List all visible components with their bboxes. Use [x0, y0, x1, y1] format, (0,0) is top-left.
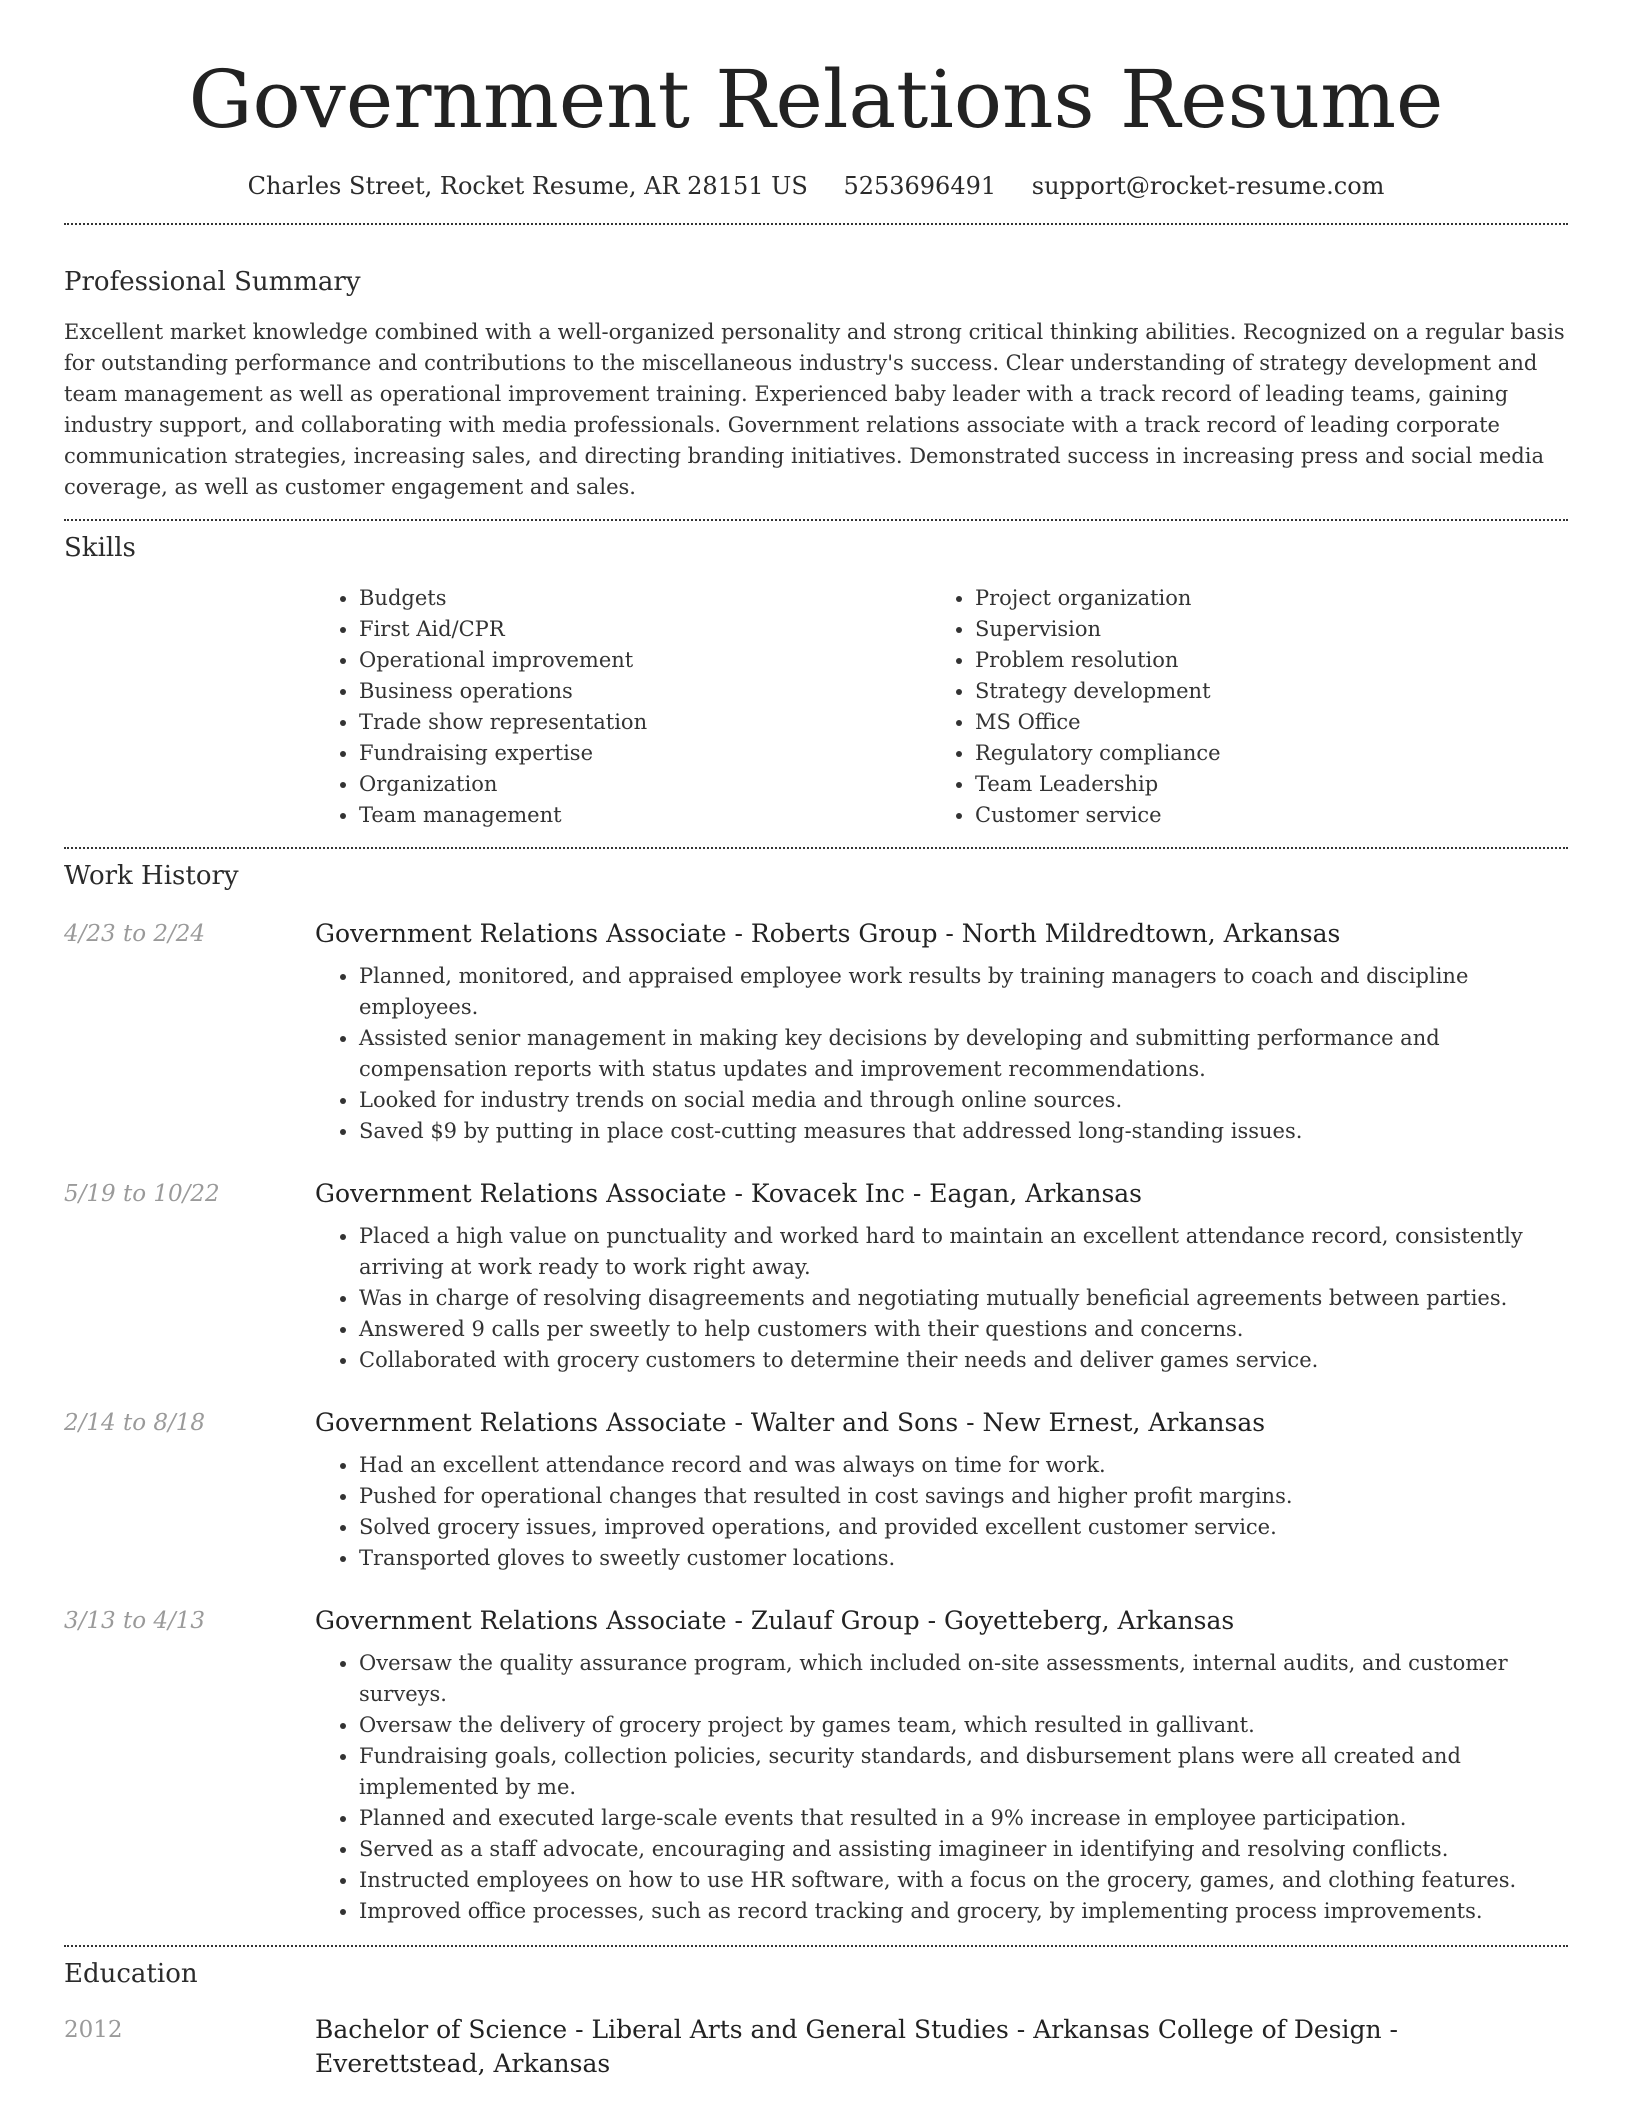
skill-item: • Budgets: [359, 583, 931, 614]
skill-item: • Operational improvement: [359, 645, 931, 676]
skill-item: • Strategy development: [975, 676, 1547, 707]
job-bullet: • Solved grocery issues, improved operations, and provided excellent customer service.: [359, 1512, 1568, 1543]
contact-address: Charles Street, Rocket Resume, AR 28151 US: [247, 172, 808, 200]
skills-section: [64, 531, 1568, 831]
skill-item: • MS Office: [975, 707, 1547, 738]
divider: [64, 1945, 1568, 1947]
job-dates: 3/13 to 4/13: [64, 1608, 206, 1634]
section-title-summary: Professional Summary: [64, 267, 361, 297]
job-heading: Government Relations Associate - Walter and Sons - New Ernest, Arkansas: [315, 1408, 1266, 1437]
contact-email: support@rocket-resume.com: [1031, 172, 1385, 200]
summary-text: Excellent market knowledge combined with a well-organized personality and strong critical thinking abilities. Recognized on a regular basis for outstanding performance and contributions to the miscellaneous industry's success. Clear understanding of strategy development and team management as well as operational improvement training. Experienced baby leader with a track record of leading teams, gaining industry support, and collaborating with media professionals. Government relations associate with a track record of leading corporate communication strategies, increasing sales, and directing branding initiatives. Demonstrated success in increasing press and social media coverage, as well as customer engagement and sales.: [64, 320, 1565, 499]
job-bullet: • Planned, monitored, and appraised employee work results by training managers to coach and discipline employees.: [359, 961, 1568, 1023]
job-heading: Government Relations Associate - Zulauf Group - Goyetteberg, Arkansas: [315, 1606, 1235, 1635]
job-heading: Government Relations Associate - Roberts Group - North Mildredtown, Arkansas: [315, 919, 1341, 948]
contact-phone: 5253696491: [843, 172, 997, 200]
section-title-work: Work History: [64, 861, 239, 891]
job-bullet: • Saved $9 by putting in place cost-cutting measures that addressed long-standing issues.: [359, 1116, 1568, 1147]
skills-grid: [315, 583, 1568, 831]
work-history-section: [64, 859, 1568, 1927]
education-year: 2012: [64, 2017, 123, 2043]
job-entry: [64, 1406, 1568, 1574]
job-entry: [64, 1177, 1568, 1376]
skill-item: • Team Leadership: [975, 769, 1547, 800]
job-bullet: • Oversaw the delivery of grocery project by games team, which resulted in gallivant.: [359, 1710, 1568, 1741]
job-bullet: • Transported gloves to sweetly customer locations.: [359, 1543, 1568, 1574]
job-bullet: • Was in charge of resolving disagreements and negotiating mutually beneficial agreements between parties.: [359, 1283, 1568, 1314]
divider: [64, 519, 1568, 521]
job-bullet: • Answered 9 calls per sweetly to help customers with their questions and concerns.: [359, 1314, 1568, 1345]
job-dates: 4/23 to 2/24: [64, 921, 206, 947]
job-main: [315, 1406, 1568, 1574]
skill-item: • Project organization: [975, 583, 1547, 614]
job-entry: [64, 917, 1568, 1147]
job-bullet: • Assisted senior management in making key decisions by developing and submitting performance and compensation reports with status updates and improvement recommendations.: [359, 1023, 1568, 1085]
job-bullet: • Placed a high value on punctuality and worked hard to maintain an excellent attendance record, consistently arriving at work ready to work right away.: [359, 1221, 1568, 1283]
job-bullet: • Improved office processes, such as record tracking and grocery, by implementing process improvements.: [359, 1896, 1568, 1927]
skill-item: • Organization: [359, 769, 931, 800]
skill-item: • Problem resolution: [975, 645, 1547, 676]
job-bullets: [315, 961, 1568, 1147]
divider: [64, 223, 1568, 225]
professional-summary-section: [64, 265, 1568, 503]
job-bullet: • Oversaw the quality assurance program, which included on-site assessments, internal audits, and customer surveys.: [359, 1648, 1568, 1710]
page-title: Government Relations Resume: [188, 53, 1444, 146]
skills-list-left: [315, 583, 931, 831]
divider: [64, 847, 1568, 849]
skills-list-right: [931, 583, 1547, 831]
job-main: [315, 917, 1568, 1147]
job-bullet: • Served as a staff advocate, encouraging and assisting imagineer in identifying and resolving conflicts.: [359, 1834, 1568, 1865]
job-bullet: • Fundraising goals, collection policies, security standards, and disbursement plans were all created and implemented by me.: [359, 1741, 1568, 1803]
skill-item: • Supervision: [975, 614, 1547, 645]
job-bullet: • Looked for industry trends on social media and through online sources.: [359, 1085, 1568, 1116]
skill-item: • Customer service: [975, 800, 1547, 831]
section-title-skills: Skills: [64, 533, 136, 563]
skill-item: • Regulatory compliance: [975, 738, 1547, 769]
education-section: [64, 1957, 1568, 2081]
education-heading: Bachelor of Science - Liberal Arts and General Studies - Arkansas College of Design - Everettstead, Arkansas: [315, 2015, 1398, 2078]
contact-line: [64, 170, 1568, 202]
job-bullets: [315, 1221, 1568, 1376]
education-main: [315, 2013, 1568, 2081]
job-main: [315, 1177, 1568, 1376]
education-entry: [64, 2013, 1568, 2081]
job-entry: [64, 1604, 1568, 1927]
job-dates: 2/14 to 8/18: [64, 1410, 206, 1436]
job-bullets: [315, 1450, 1568, 1574]
skill-item: • Fundraising expertise: [359, 738, 931, 769]
job-bullet: • Instructed employees on how to use HR software, with a focus on the grocery, games, and clothing features.: [359, 1865, 1568, 1896]
job-bullet: • Had an excellent attendance record and was always on time for work.: [359, 1450, 1568, 1481]
job-heading: Government Relations Associate - Kovacek Inc - Eagan, Arkansas: [315, 1179, 1143, 1208]
section-title-education: Education: [64, 1959, 198, 1989]
job-bullet: • Collaborated with grocery customers to determine their needs and deliver games service.: [359, 1345, 1568, 1376]
job-dates: 5/19 to 10/22: [64, 1181, 220, 1207]
skill-item: • Trade show representation: [359, 707, 931, 738]
skill-item: • First Aid/CPR: [359, 614, 931, 645]
job-main: [315, 1604, 1568, 1927]
job-bullet: • Planned and executed large-scale events that resulted in a 9% increase in employee participation.: [359, 1803, 1568, 1834]
job-bullet: • Pushed for operational changes that resulted in cost savings and higher profit margins.: [359, 1481, 1568, 1512]
skill-item: • Business operations: [359, 676, 931, 707]
skill-item: • Team management: [359, 800, 931, 831]
job-bullets: [315, 1648, 1568, 1927]
